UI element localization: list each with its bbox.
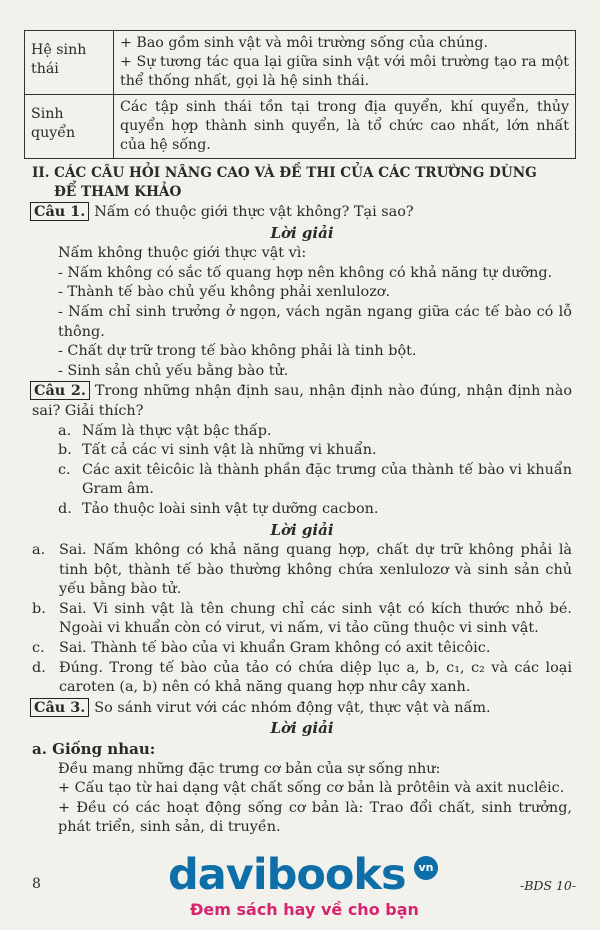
- answer-letter: b.: [32, 600, 46, 617]
- option-letter: c.: [58, 461, 71, 478]
- answer-point: - Nấm chỉ sinh trưởng ở ngọn, vách ngăn ngang giữa các tế bào có lỗ thông.: [58, 303, 572, 340]
- table-key: Sinh quyển: [25, 95, 114, 159]
- answer-point: - Thành tế bào chủ yếu không phải xenlulozơ.: [58, 284, 391, 301]
- option-text: Các axit têicôic là thành phần đặc trưng của thành tế bào vi khuẩn Gram âm.: [82, 461, 572, 498]
- answer-point: - Chất dự trữ trong tế bào không phải là tinh bột.: [58, 343, 417, 360]
- answer-letter: a.: [32, 542, 46, 559]
- option-item: [32, 500, 572, 520]
- table-key: Hệ sinh thái: [25, 31, 114, 95]
- question-text: Nấm có thuộc giới thực vật không? Tại sao?: [94, 204, 414, 220]
- question-label: Câu 2.: [30, 381, 90, 400]
- answer-point: + Đều có các hoạt động sống cơ bản là: Trao đổi chất, sinh trưởng, phát triển, sinh sản, di truyền.: [58, 799, 572, 836]
- answer-item: [32, 659, 572, 698]
- answer-item: [32, 541, 572, 600]
- section-heading: [32, 164, 572, 202]
- logo-badge: vn: [414, 856, 438, 880]
- definition-table: [24, 30, 576, 159]
- answer-text: Sai. Thành tế bào của vi khuẩn Gram không có axit têicôic.: [59, 640, 491, 657]
- table-row: [25, 31, 576, 95]
- table-line: + Bao gồm sinh vật và môi trường sống của chúng.: [120, 35, 488, 51]
- answer-text: Sai. Vi sinh vật là tên chung chỉ các sinh vật có kích thước nhỏ bé. Ngoài vi khuẩn còn có virut, vi nấm, vi tảo cũng thuộc vi sinh vật.: [59, 600, 572, 637]
- subheading-similarities: a. Giống nhau:: [32, 740, 156, 759]
- option-text: Nấm là thực vật bậc thấp.: [82, 422, 272, 439]
- table-line: + Sự tương tác qua lại giữa sinh vật với môi trường tạo ra một thể thống nhất, gọi là hệ sinh thái.: [120, 54, 569, 89]
- option-item: [32, 461, 572, 500]
- option-item: [32, 422, 572, 442]
- answer-point: - Nấm không có sắc tố quang hợp nên không có khả năng tự dưỡng.: [58, 264, 553, 281]
- answer-point: - Sinh sản chủ yếu bằng bào tử.: [58, 362, 289, 379]
- davibooks-logo: [168, 850, 438, 900]
- question-text: So sánh virut với các nhóm động vật, thực vật và nấm.: [94, 699, 491, 716]
- main-content: [32, 164, 572, 838]
- answer-text: Đúng. Trong tế bào của tảo có chứa diệp lục a, b, c₁, c₂ và các loại caroten (a, b) nên có khả năng quang hợp như cây xanh.: [59, 659, 572, 696]
- solution-heading: Lời giải: [270, 719, 334, 738]
- answer-letter: d.: [32, 659, 46, 676]
- table-row: [25, 95, 576, 159]
- book-code: -BDS 10-: [520, 878, 577, 893]
- option-text: Tất cả các vi sinh vật là những vi khuẩn.: [82, 442, 377, 459]
- table-value: [114, 31, 576, 95]
- question-text: Trong những nhận định sau, nhận định nào đúng, nhận định nào sai? Giải thích?: [32, 383, 572, 419]
- question-label: Câu 3.: [30, 698, 89, 717]
- answer-intro: Nấm không thuộc giới thực vật vì:: [58, 245, 307, 262]
- logo-tagline: Đem sách hay về cho bạn: [190, 900, 419, 919]
- page-number: 8: [32, 876, 41, 892]
- section-heading-line2: ĐỂ THAM KHẢO: [54, 184, 182, 200]
- question-2: [32, 381, 572, 421]
- answer-item: [32, 639, 572, 659]
- answer-intro: Đều mang những đặc trưng cơ bản của sự sống như:: [58, 760, 441, 777]
- logo-brand: davibooks: [168, 850, 406, 900]
- answer-item: [32, 600, 572, 639]
- section-heading-line1: II. CÁC CÂU HỎI NÂNG CAO VÀ ĐỀ THI CỦA CÁC TRƯỜNG DÙNG: [32, 165, 537, 181]
- option-text: Tảo thuộc loài sinh vật tự dưỡng cacbon.: [82, 500, 379, 517]
- question-1: [32, 202, 572, 223]
- solution-heading: Lời giải: [270, 223, 334, 242]
- table-value: [114, 95, 576, 159]
- answer-point: + Cấu tạo từ hai dạng vật chất sống cơ bản là prôtêin và axit nuclêic.: [58, 780, 565, 797]
- answer-text: Sai. Nấm không có khả năng quang hợp, chất dự trữ không phải là tinh bột, thành tế bào thường không chứa xenlulozơ và sinh sản chủ yếu bằng bào tử.: [59, 542, 572, 598]
- answer-letter: c.: [32, 640, 45, 657]
- option-item: [32, 441, 572, 461]
- option-letter: b.: [58, 442, 72, 459]
- solution-heading: Lời giải: [270, 520, 334, 539]
- question-label: Câu 1.: [30, 202, 89, 221]
- option-letter: a.: [58, 422, 72, 439]
- table-line: Các tập sinh thái tồn tại trong địa quyển, khí quyển, thủy quyển hợp thành sinh quyển, là tổ chức cao nhất, lớn nhất của hệ sống.: [120, 99, 569, 153]
- option-letter: d.: [58, 500, 72, 517]
- question-3: [32, 698, 572, 719]
